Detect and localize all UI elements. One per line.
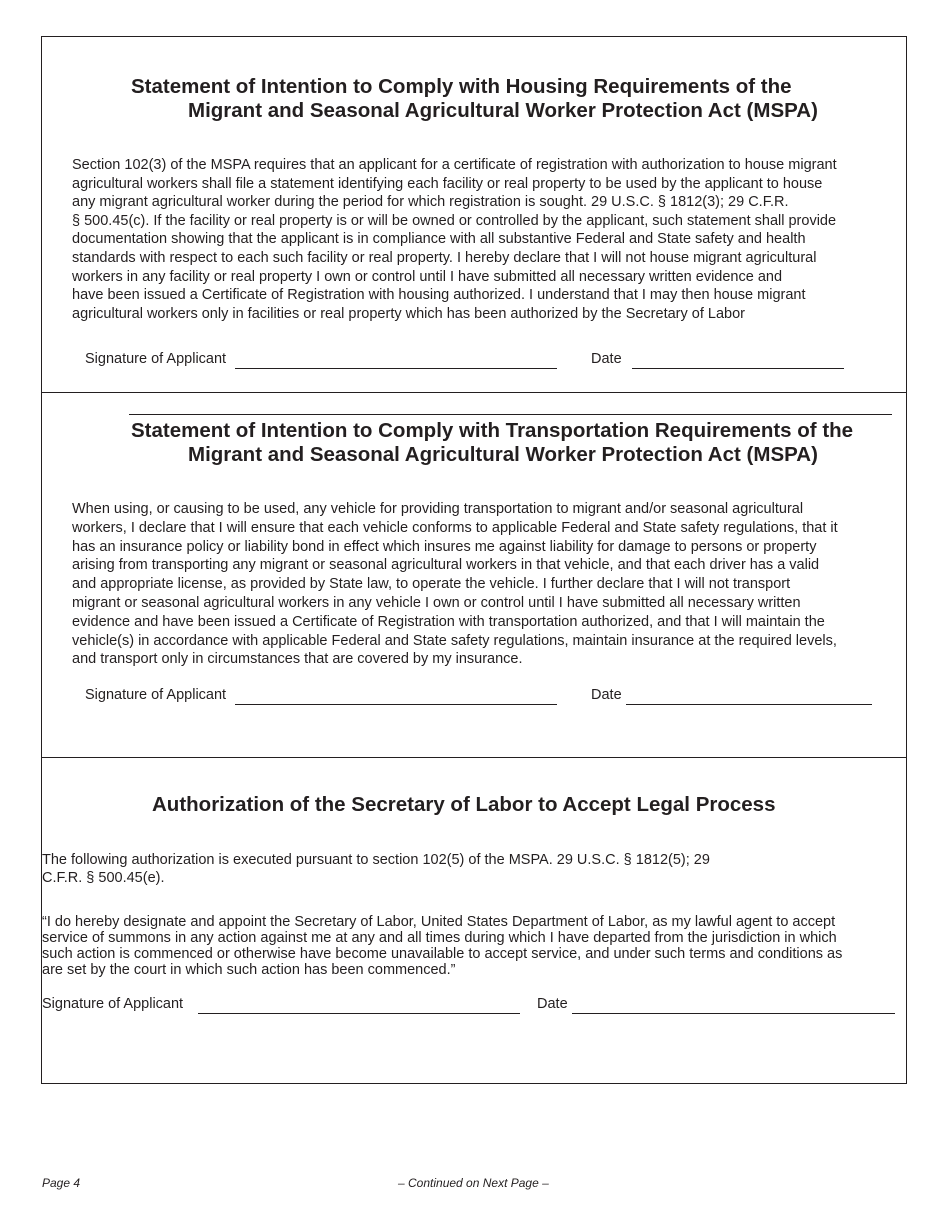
- section-divider-housing: [42, 392, 906, 393]
- body-line: are set by the court in which such action has been commenced.”: [42, 962, 456, 978]
- transportation-signature-label: Signature of Applicant: [85, 687, 227, 703]
- body-line: workers, I declare that I will ensure that each vehicle conforms to applicable Federal and State safety regulations, that it: [72, 519, 838, 536]
- body-line: When using, or causing to be used, any vehicle for providing transportation to migrant and/or seasonal agricultural: [72, 501, 804, 517]
- body-line: “I do hereby designate and appoint the Secretary of Labor, United States Department of Labor, as my lawful agent to accept: [42, 914, 836, 930]
- transportation-date-field[interactable]: [626, 704, 872, 705]
- authorization-intro: [42, 851, 710, 887]
- body-line: have been issued a Certificate of Registration with housing authorized. I understand that I may then house migrant: [72, 287, 806, 304]
- transportation-heading: [131, 419, 853, 467]
- authorization-quote: [42, 914, 842, 978]
- body-line: C.F.R. § 500.45(e).: [42, 870, 165, 886]
- body-line: vehicle(s) in accordance with applicable Federal and State safety regulations, maintain insurance at the required levels,: [72, 632, 837, 649]
- section-divider-transportation: [42, 757, 906, 758]
- body-line: such action is commenced or otherwise have become unavailable to accept service, and under such terms and conditions as: [42, 946, 843, 962]
- transportation-date-label: Date: [591, 687, 622, 703]
- body-line: Section 102(3) of the MSPA requires that an applicant for a certificate of registration with authorization to house migrant: [72, 157, 837, 173]
- body-line: documentation showing that the applicant is in compliance with all substantive Federal and State safety and health: [72, 231, 806, 248]
- transportation-signature-field[interactable]: [235, 704, 557, 705]
- authorization-signature-label: Signature of Applicant: [42, 996, 184, 1012]
- body-line: workers in any facility or real property I own or control until I have submitted all necessary written evidence and: [72, 268, 783, 285]
- body-line: agricultural workers shall file a statement identifying each facility or real property to be used by the applicant to house: [72, 175, 823, 192]
- housing-signature-field[interactable]: [235, 368, 557, 369]
- body-line: evidence and have been issued a Certificate of Registration with transportation authorized, and that I will maintain the: [72, 613, 825, 630]
- authorization-date-label: Date: [537, 996, 568, 1012]
- authorization-signature-field[interactable]: [198, 1013, 520, 1014]
- transportation-heading-line2: Migrant and Seasonal Agricultural Worker Protection Act (MSPA): [188, 443, 818, 466]
- body-line: arising from transporting any migrant or seasonal agricultural workers in that vehicle, and that each driver has a valid: [72, 557, 820, 574]
- body-line: standards with respect to each such facility or real property. I hereby declare that I will not house migrant agricultural: [72, 249, 817, 266]
- body-line: agricultural workers only in facilities or real property which has been authorized by the Secretary of Labor: [72, 305, 745, 322]
- body-line: has an insurance policy or liability bond in effect which insures me against liability for damage to persons or property: [72, 538, 817, 555]
- heading-rule: [129, 414, 892, 415]
- housing-date-field[interactable]: [632, 368, 844, 369]
- housing-heading: [131, 75, 818, 123]
- housing-heading-line2: Migrant and Seasonal Agricultural Worker Protection Act (MSPA): [188, 99, 818, 122]
- body-line: service of summons in any action against me at any and all times during which I have departed from the jurisdiction in which: [42, 930, 837, 946]
- transportation-heading-line1: Statement of Intention to Comply with Transportation Requirements of the: [131, 419, 854, 442]
- housing-body: [72, 156, 837, 323]
- body-line: any migrant agricultural worker during the period for which registration is sought. 29 U.S.C. § 1812(3); 29 C.F.R.: [72, 194, 789, 211]
- body-line: migrant or seasonal agricultural workers in any vehicle I own or control until I have submitted all necessary written: [72, 594, 801, 611]
- page-number: Page 4: [42, 1176, 81, 1190]
- body-line: § 500.45(c). If the facility or real property is or will be owned or controlled by the applicant, such statement shall provide: [72, 212, 837, 229]
- authorization-heading: [152, 793, 775, 817]
- housing-heading-line1: Statement of Intention to Comply with Housing Requirements of the: [131, 75, 792, 98]
- authorization-date-field[interactable]: [572, 1013, 895, 1014]
- housing-signature-label: Signature of Applicant: [85, 351, 227, 367]
- body-line: and transport only in circumstances that are covered by my insurance.: [72, 651, 523, 668]
- authorization-heading-text: Authorization of the Secretary of Labor to Accept Legal Process: [152, 793, 776, 816]
- housing-date-label: Date: [591, 351, 622, 367]
- transportation-body: [72, 500, 838, 669]
- continued-notice: – Continued on Next Page –: [398, 1176, 549, 1190]
- body-line: The following authorization is executed pursuant to section 102(5) of the MSPA. 29 U.S.C. § 1812(5); 29: [42, 852, 710, 868]
- body-line: and appropriate license, as provided by State law, to operate the vehicle. I further declare that I will not transport: [72, 576, 791, 593]
